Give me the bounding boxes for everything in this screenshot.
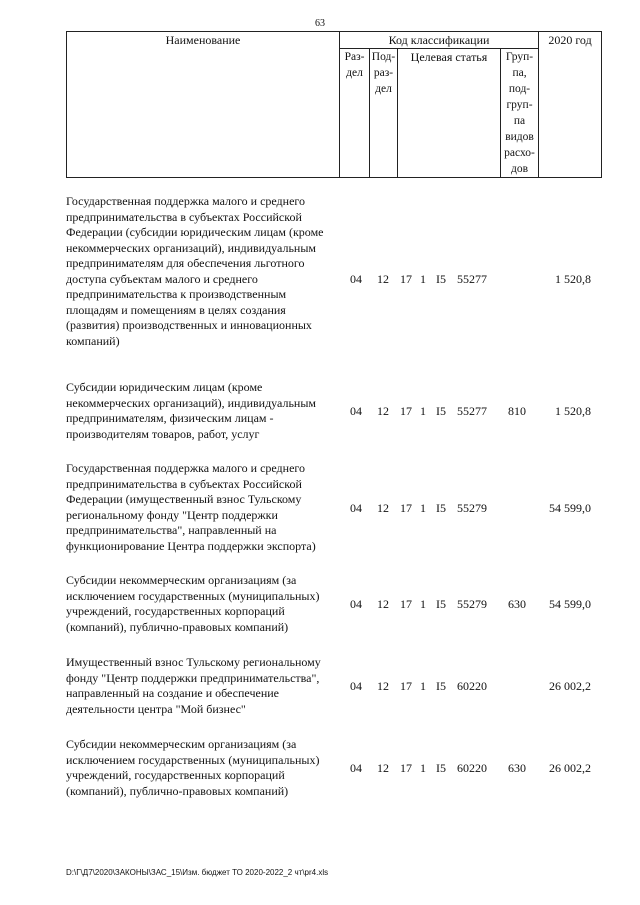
row-name: Субсидии юридическим лицам (кроме некоммерческих организаций), индивидуальным предпринимателям, физическим лицам - производителям товаров, работ, услуг <box>66 380 316 441</box>
row-amount: 54 599,0 <box>549 501 591 515</box>
row-razdel: 04 <box>350 761 362 775</box>
row-target-project: I5 <box>436 761 446 775</box>
row-podrazdel: 12 <box>377 501 389 515</box>
row-target-direction: 55277 <box>457 272 487 286</box>
row-target-program: 17 <box>400 501 412 515</box>
row-amount: 26 002,2 <box>549 761 591 775</box>
row-group: 630 <box>508 597 526 611</box>
row-target-program: 17 <box>400 272 412 286</box>
row-target-program: 17 <box>400 761 412 775</box>
row-name: Субсидии некоммерческим организациям (за исключением государственных (муниципальных) учреждений, государственных корпораций (компаний), публично-правовых компаний) <box>66 573 320 634</box>
row-amount: 1 520,8 <box>555 404 591 418</box>
row-target-program: 17 <box>400 597 412 611</box>
col-target-header: Целевая статья <box>398 49 501 178</box>
table-header <box>66 31 602 178</box>
row-target-sub: 1 <box>420 679 426 693</box>
row-target-direction: 55277 <box>457 404 487 418</box>
row-target-program: 17 <box>400 404 412 418</box>
row-target-sub: 1 <box>420 597 426 611</box>
row-razdel: 04 <box>350 272 362 286</box>
row-target-direction: 60220 <box>457 679 487 693</box>
row-target-direction: 60220 <box>457 761 487 775</box>
col-year-header: 2020 год <box>539 32 602 178</box>
row-name: Имущественный взнос Тульскому региональному фонду "Центр поддержки предпринимательства", направленный на создание и обеспечение деятельности центра "Мой бизнес" <box>66 655 321 716</box>
row-podrazdel: 12 <box>377 761 389 775</box>
row-razdel: 04 <box>350 679 362 693</box>
row-razdel: 04 <box>350 501 362 515</box>
row-target-project: I5 <box>436 597 446 611</box>
row-target-direction: 55279 <box>457 501 487 515</box>
row-target-project: I5 <box>436 272 446 286</box>
row-razdel: 04 <box>350 597 362 611</box>
row-name: Субсидии некоммерческим организациям (за исключением государственных (муниципальных) учреждений, государственных корпораций (компаний), публично-правовых компаний) <box>66 737 320 798</box>
page-number: 63 <box>315 18 325 29</box>
row-podrazdel: 12 <box>377 597 389 611</box>
row-name: Государственная поддержка малого и среднего предпринимательства в субъектах Российской Федерации (имущественный взнос Тульскому региональному фонду "Центр поддержки предпринимательства", направленный на функционирование Центра поддержки экспорта) <box>66 461 316 553</box>
row-podrazdel: 12 <box>377 404 389 418</box>
row-amount: 26 002,2 <box>549 679 591 693</box>
row-group: 630 <box>508 761 526 775</box>
row-target-sub: 1 <box>420 404 426 418</box>
row-amount: 1 520,8 <box>555 272 591 286</box>
row-target-direction: 55279 <box>457 597 487 611</box>
row-group: 810 <box>508 404 526 418</box>
row-target-sub: 1 <box>420 272 426 286</box>
row-target-project: I5 <box>436 501 446 515</box>
col-group-header: Груп- па, под- груп- па видов расхо- дов <box>501 49 539 178</box>
row-razdel: 04 <box>350 404 362 418</box>
row-target-sub: 1 <box>420 501 426 515</box>
row-target-program: 17 <box>400 679 412 693</box>
row-podrazdel: 12 <box>377 679 389 693</box>
col-podrazdel-header: Под- раз- дел <box>370 49 398 178</box>
row-target-project: I5 <box>436 679 446 693</box>
file-path-footer: D:\Г\Д7\2020\ЗАКОНЫ\ЗАС_15\Изм. бюджет ТО 2020-2022_2 чт\pr4.xls <box>66 868 329 877</box>
row-target-project: I5 <box>436 404 446 418</box>
row-target-sub: 1 <box>420 761 426 775</box>
col-razdel-header: Раз- дел <box>340 49 370 178</box>
col-code-header: Код классификации <box>340 32 539 49</box>
col-name-header: Наименование <box>67 32 340 178</box>
row-name: Государственная поддержка малого и среднего предпринимательства в субъектах Российской Федерации (субсидии юридическим лицам (кроме некоммерческих организаций), индивидуальным предпринимателям для обеспечения льготного доступа субъектам малого и среднего предпринимательства к производственным площадям и помещениям в целях создания (развития) производственных и инновационных компаний) <box>66 194 324 348</box>
row-amount: 54 599,0 <box>549 597 591 611</box>
row-podrazdel: 12 <box>377 272 389 286</box>
